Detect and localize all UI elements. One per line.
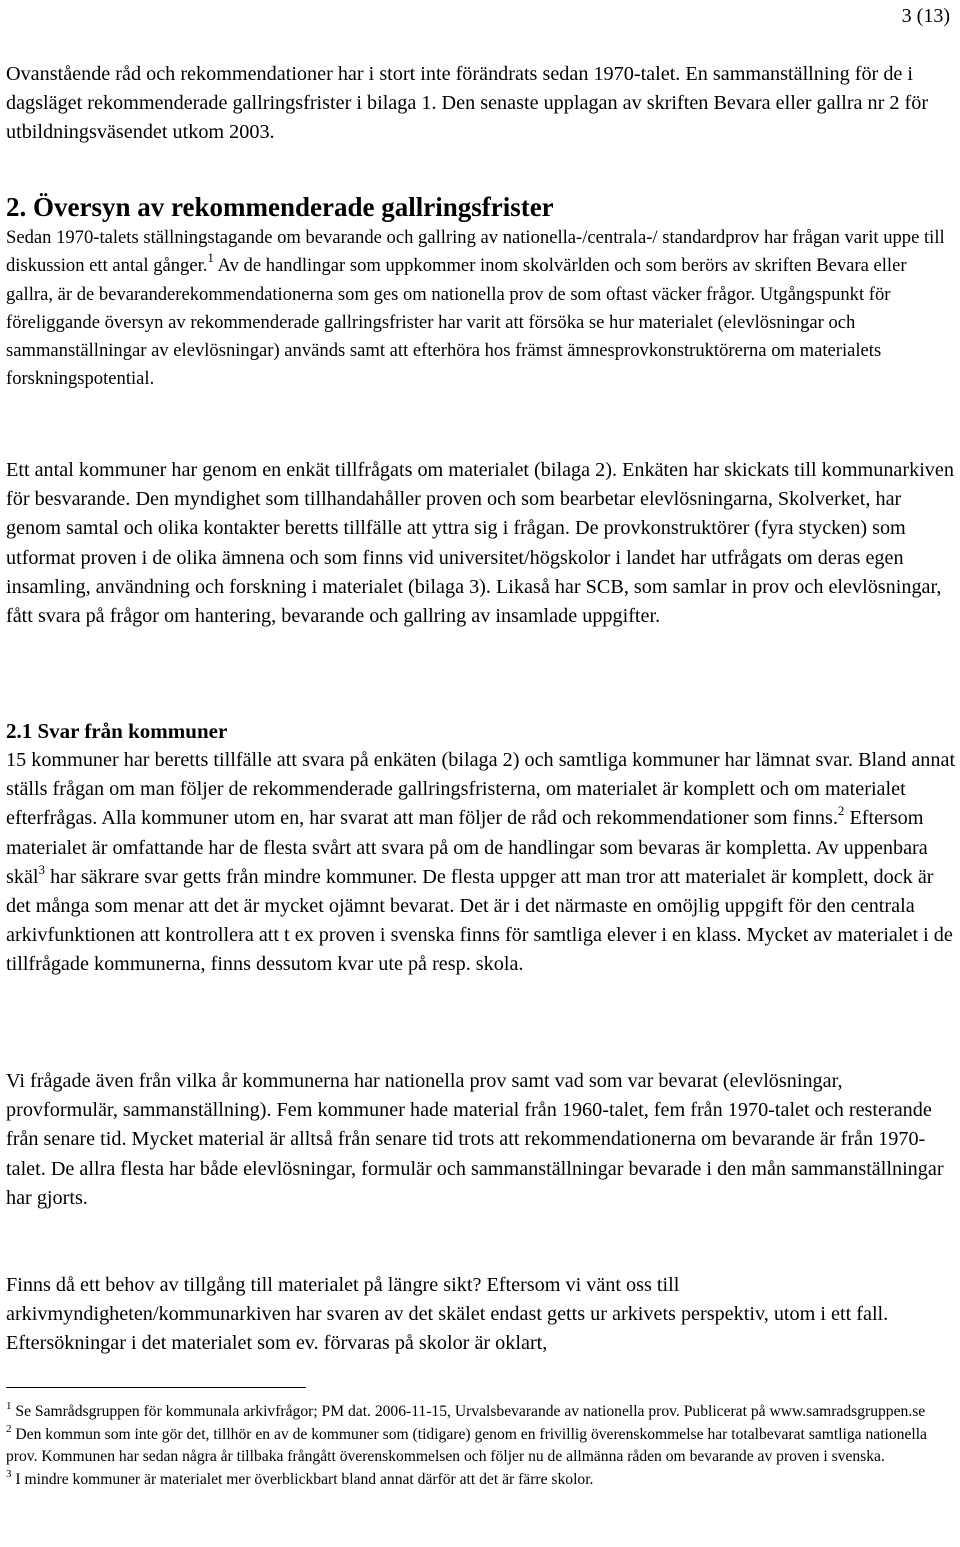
footnote-2 [6,1424,958,1467]
section-2-paragraph-1-text-a: Sedan 1970-talets ställningstagande om bevarande och gallring av nationella-/centrala-/ standardprov har frågan varit uppe till diskussion ett antal gånger. [6,227,945,277]
footnote-ref-2: 2 [837,803,845,819]
footnote-number: 1 [6,1400,12,1412]
footnotes [6,1401,958,1493]
section-2-1-paragraph-2: Vi frågade även från vilka år kommunerna har nationella prov samt vad som var bevarat (elevlösningar, provformulär, sammanställning). Fem kommuner hade material från 1960-talet, fem från 1970-talet och resterande från senare tid. Mycket material är alltså från senare tid trots att rekommendationerna om bevarande är från 1970-talet. De allra flesta har både elevlösningar, formulär och sammanställningar bevarade i den mån sammanställningar har gjorts. [6,1070,944,1209]
footnote-3 [6,1469,958,1490]
section-2-1-paragraph-1-text-b: Eftersom materialet är omfattande har de flesta svårt att svara på om de handlingar som bevaras är kompletta. Av uppenbara skäl [6,807,928,888]
section-2-1-paragraph-3: Finns då ett behov av tillgång till materialet på längre sikt? Eftersom vi vänt oss till arkivmyndigheten/kommunarkiven har svaren av det skälet endast getts ur arkivets perspektiv, utom i ett fall. Eftersökningar i det materialet som ev. förvaras på skolor är oklart, [6,1274,889,1355]
footnote-number: 2 [6,1423,12,1436]
section-2-paragraph-1-text-b: Av de handlingar som uppkommer inom skolvärlden och som berörs av skriften Bevara eller gallra, är de bevaranderekommendationerna som ges om nationella prov de som oftast väcker frågor. Utgångspunkt för föreliggande översyn av rekommenderade gallringsfrister har varit att försöka se hur materialet (elevlösningar och sammanställningar av elevlösningar) används samt att efterhöra hos främst ämnesprovkonstruktörerna om materialets forskningspotential. [6,255,907,390]
footnote-1 [6,1401,958,1422]
footnote-text: Se Samrådsgruppen för kommunala arkivfrågor; PM dat. 2006-11-15, Urvalsbevarande av nationella prov. Publicerat på www.samradsgruppen.se [11,1403,926,1420]
section-2-1-paragraph-1-text-a: 15 kommuner har beretts tillfälle att svara på enkäten (bilaga 2) och samtliga kommuner har lämnat svar. Bland annat ställs frågan om man följer de rekommenderade gallringsfristerna, om materialet är komplett och om materialet efterfrågas. Alla kommuner utom en, har svarat att man följer de råd och rekommendationer som finns. [6,749,956,830]
footnote-text: I mindre kommuner är materialet mer överblickbart bland annat därför att det är färre skolor. [11,1471,594,1489]
footnote-divider [6,1387,306,1388]
section-2-1-paragraph-1 [6,746,956,980]
section-2-paragraph-2: Ett antal kommuner har genom en enkät tillfrågats om materialet (bilaga 2). Enkäten har skickats till kommunarkiven för besvarande. Den myndighet som tillhandahåller proven och som bearbetar elevlösningarna, Skolverket, har genom samtal och olika kontakter beretts tillfälle att yttra sig i frågan. De provkonstruktörer (fyra stycken) som utformat proven i de olika ämnena och som finns vid universitet/högskolor i landet har utfrågats om deras egen insamling, användning och forskning i materialet (bilaga 3). Likaså har SCB, som samlar in prov och elevlösningar, fått svara på frågor om hantering, bevarande och gallring av insamlade uppgifter. [6,459,954,628]
footnote-text: Den kommun som inte gör det, tillhör en av de kommuner som (tidigare) genom en frivillig överenskommelse har totalbevarat samtliga nationella prov. Kommunen har sedan några år tillbaka frångått överenskommelsen och följer nu de allmänna råden om bevarande av proven i svenska. [6,1426,927,1465]
section-2-1-paragraph-1-text-c: har säkrare svar getts från mindre kommuner. De flesta uppger att man tror att materialet är komplett, dock är det många som menar att det är mycket ojämnt bevarat. Det är i det närmaste en omöjlig uppgift för den centrala arkivfunktionen att kontrollera att t ex proven i svenska finns för samtliga elever i en klass. Mycket av materialet i de tillfrågade kommunerna, finns dessutom kvar ute på resp. skola. [6,865,953,976]
footnote-number: 3 [6,1468,12,1481]
section-2-paragraph-1 [6,224,956,394]
intro-paragraph: Ovanstående råd och rekommendationer har i stort inte förändrats sedan 1970-talet. En sammanställning för de i dagsläget rekommenderade gallringsfrister i bilaga 1. Den senaste upplagan av skriften Bevara eller gallra nr 2 för utbildningsväsendet utkom 2003. [6,63,929,144]
page-number: 3 (13) [901,5,950,27]
footnote-ref-3: 3 [38,861,46,877]
section-2-heading: 2. Översyn av rekommenderade gallringsfrister [6,192,554,222]
section-2-1-heading: 2.1 Svar från kommuner [6,719,228,743]
footnote-ref-1: 1 [207,250,214,266]
